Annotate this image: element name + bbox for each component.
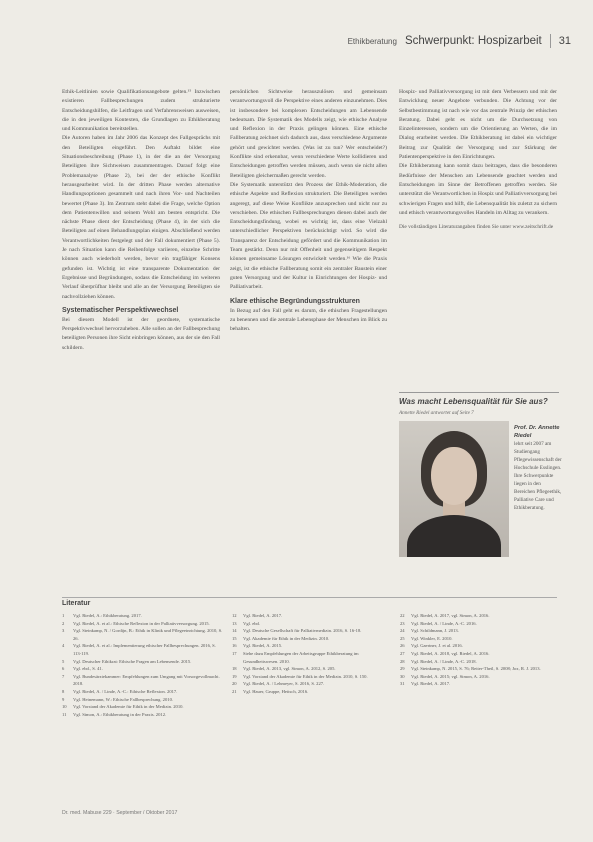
list-item: 18 Vgl. Riedel, A. 2013, vgl. Simon, A. 2012, S. 205. (232, 666, 336, 672)
list-item: 24 Vgl. Schildmann, J. 2013. (400, 628, 459, 634)
paragraph: Die Ethikberatung kann somit dazu beitragen, dass die besonderen Bedürfnisse der Menschen am Lebensende geachtet werden und Entscheidungen im Sinne der Betroffenen getroffen werden. Sie unterstützt die Verantwortlichen in Hospiz und Palliativversorgung bei schwierigen Fragen und hilft, die Lebensqualität bis zuletzt zu sichern und ethisch verantwortungsvolles Handeln im Alltag zu verankern. (399, 163, 557, 216)
page-number: 31 (558, 35, 571, 47)
header-divider (550, 34, 551, 48)
list-item: 22 Vgl. Riedel, A. 2017, vgl. Simon, A. 2016. (400, 613, 490, 618)
paragraph: In Bezug auf den Fall geht es darum, die ethischen Fragestellungen zu benennen und die zentrale Lebensphase der Menschen im Blick zu behalten. (230, 307, 387, 333)
list-item: 8 Vgl. Riedel, A. / Linde, A.-C.: Ethische Reflexion. 2017. (62, 688, 178, 694)
photo-face (431, 447, 477, 505)
literature-divider (62, 597, 557, 598)
list-item: 29 Vgl. Steinkamp, N. 2015, S. 76; Reiter-Theil, S. 2008; Jox, R. J. 2013. (400, 666, 541, 672)
text-column-2 (230, 88, 387, 334)
page-header (348, 34, 571, 48)
photo-body (407, 515, 501, 557)
list-item: 17 Siehe dazu Empfehlungen der Arbeitsgruppe Ethikberatung im Gesundheitswesen. 2010. (232, 650, 359, 664)
paragraph: Ethik-Leitlinien sowie Qualifikationsangebote gelten.¹⁵ Inzwischen existieren Fallbesprechungen zudem strukturierte Entscheidungshilfen, die Leitfragen und Verfahrensweisen ausweisen, die in den jeweiligen Kontexten, die Grundlagen zu Ethikberatung und Kommunikation bereitstellen. (62, 89, 220, 133)
literature-list-2 (232, 612, 392, 696)
list-item: 27 Vgl. Riedel, A. 2018, vgl. Riedel, A. 2016. (400, 650, 490, 656)
list-item: 12 Vgl. Riedel, A. 2017. (232, 613, 283, 618)
list-item: 25 Vgl. Winkler, E. 2010. (400, 635, 453, 641)
literature-list-1 (62, 612, 224, 718)
author-photo (399, 421, 509, 557)
list-item: 9 Vgl. Heinemann, W.: Ethische Fallbesprechung. 2010. (62, 696, 174, 702)
list-item: 3 Vgl. Steinkamp, N. / Gordijn, B.: Ethik in Klinik und Pflegeeinrichtung. 2010, S. 26. (62, 628, 223, 641)
list-item: 6 Vgl. ebd., S. 41. (62, 666, 103, 672)
list-item: 23 Vgl. Riedel, A. / Linde, A.-C. 2016. (400, 620, 477, 626)
author-bio (514, 424, 562, 512)
list-item: 10 Vgl. Vorstand der Akademie für Ethik in der Medizin. 2010. (62, 704, 184, 710)
literature-list-3 (400, 612, 558, 688)
list-item: 7 Vgl. Bundesärztekammer: Empfehlungen zum Umgang mit Vorsorgevollmacht. 2018. (62, 673, 220, 687)
list-item: 30 Vgl. Riedel, A. 2015; vgl. Simon, A. 2016. (400, 673, 490, 679)
box-heading: Was macht Lebensqualität für Sie aus? (399, 397, 548, 406)
list-item: 1 Vgl. Riedel, A.: Ethikberatung. 2017. (62, 613, 142, 618)
paragraph: Die Systematik unterstützt den Prozess der Ethik-Moderation, die ethische Aspekte und Reflexion strukturiert. Die Beteiligten werden angeregt, auf diese Weise Konflikte anzusprechen und nicht nur zu verschieben. Die ethischen Fallbesprechungen dienen dabei auch der Entscheidungsfindung, wobei es wichtig ist, dass eine Vielzahl unterschiedlicher Perspektiven berücksichtigt wird. So wird die Transparenz der Entscheidung gefördert und die Kommunikation im Team gestärkt. Denn nur mit Offenheit und gegenseitigem Respekt können gemeinsame Lösungen entwickelt werden.¹⁶ Wie die Praxis zeigt, ist die ethische Fallberatung somit ein zentraler Baustein einer guten Versorgung und der Kultur in Einrichtungen der Hospiz- und Palliativarbeit. (230, 181, 387, 291)
list-item: 26 Vgl. Gaertner, J. et al. 2016. (400, 643, 463, 649)
section-label: Ethikberatung (347, 36, 397, 46)
list-item: 19 Vgl. Vorstand der Akademie für Ethik in der Medizin. 2010, S. 150. (232, 673, 368, 679)
list-item: 13 Vgl. ebd. (232, 620, 260, 626)
list-item: 11 Vgl. Simon, A.: Ethikberatung in der Praxis. 2012. (62, 711, 167, 717)
list-item: 4 Vgl. Riedel, A. et al.: Implementierung ethischer Fallbesprechungen. 2016, S. 113-119. (62, 643, 216, 656)
list-item: 16 Vgl. Riedel, A. 2015. (232, 643, 283, 649)
list-item: 15 Vgl. Akademie für Ethik in der Medizin. 2010. (232, 635, 330, 641)
list-item: 21 Vgl. Hauer, Gruppe, Heitsch, 2016. (232, 688, 309, 694)
list-item: 2 Vgl. Riedel, A. et al.: Ethische Reflexion in der Palliativversorgung. 2015. (62, 620, 210, 626)
list-item: 20 Vgl. Riedel, A. / Lehmeyer, S. 2016, S. 227. (232, 681, 325, 687)
literature-note: Die vollständigen Literaturangaben finden Sie unter www.zeitschrift.de (399, 224, 554, 231)
literature-title: Literatur (62, 600, 91, 607)
author-bio-text: lehrt seit 2007 am Studiengang Pflegewissenschaft der Hochschule Esslingen. Ihre Schwerpunkte liegen in den Bereichen Pflegeethik, Palliative Care und Ethikberatung. (514, 441, 562, 511)
subheading: Systematischer Perspektivwechsel (62, 306, 179, 314)
list-item: 14 Vgl. Deutsche Gesellschaft für Palliativmedizin. 2016, S. 16-18. (232, 628, 362, 634)
box-subheading: Annette Riedel antwortet auf Seite 7 (399, 410, 474, 416)
box-divider (399, 392, 559, 393)
paragraph: Die Autoren haben im Jahr 2006 das Konzept des Fallgesprächs mit den Beteiligten eingeführt. Den Auftakt bildet eine Situationsbeschreibung (Phase 1), in der die an der Versorgung Beteiligten ihre Sichtweisen zusammentragen. Darauf folgt eine Problemanalyse (Phase 2), bei der der ethische Konflikt herausgearbeitet wird. In der dritten Phase werden alternative Handlungsoptionen gesammelt und nach ihren Vor- und Nachteilen bewertet (Phase 3). Im Zentrum steht dabei die Frage, welche Option dem Patientenwillen und seinem Wohl am besten entspricht. Die nächste Phase dient der Entscheidung (Phase 4), in der sich die Beteiligten auf einen Behandlungsplan einigen. Abschließend werden Verantwortlichkeiten festgelegt und der Fall dokumentiert (Phase 5). Je nach Situation kann die Reihenfolge variieren, einzelne Schritte können auch wiederholt werden, bevor ein tragfähiger Konsens gefunden ist. Wichtig ist eine transparente Dokumentation der Ergebnisse und Begründungen, sodass die Entscheidung im weiteren Verlauf überprüfbar bleibt und alle an der Versorgung Beteiligten sie nachvollziehen können. (62, 135, 220, 300)
subheading: Klare ethische Begründungsstrukturen (230, 297, 360, 305)
paragraph: persönlichen Sichtweise herauszulösen und gemeinsam verantwortungsvoll die Perspektive eines anderen einzunehmen. Dies ist insbesondere bei komplexen Entscheidungen am Lebensende bedeutsam. Die Systematik des Modells zeigt, wie ethische Analyse und Reflexion in der Praxis gelingen können. Eine ethische Fallberatung zeichnet sich dadurch aus, dass verschiedene Argumente gehört und gewichtet werden. (Was ist zu tun? Wer entscheidet?) Konflikte sind erkennbar, wenn verschiedene Werte kollidieren und Entscheidungen getroffen werden müssen, auch wenn sie nicht allen Beteiligten gleichermaßen gerecht werden. (230, 89, 387, 179)
list-item: 31 Vgl. Riedel, A. 2017. (400, 681, 451, 687)
paragraph: Hospiz- und Palliativversorgung ist mit dem Verbessern und mit der Entwicklung neuer Angebote verbunden. Die Achtung vor der Selbstbestimmung ist nach wie vor das zentrale Prinzip der ethischen Beratung. Dabei geht es nicht um die Durchsetzung von Einzelinteressen, sondern um die Orientierung an Werten, die im Dialog erarbeitet werden. Die Ethikberatung ist dabei ein wichtiger Beitrag zur Qualität der Versorgung und zur Stärkung der Patientenperspektive in den Einrichtungen. (399, 89, 557, 161)
focus-title: Schwerpunkt: Hospizarbeit (404, 35, 542, 47)
page-footer: Dr. med. Mabuse 229 · September / Oktober 2017 (62, 810, 178, 816)
list-item: 5 Vgl. Deutscher Ethikrat: Ethische Fragen am Lebensende. 2015. (62, 658, 192, 664)
paragraph: Bei diesem Modell ist der geordnete, systematische Perspektivwechsel hervorzuheben. Alle sollen an der Fallbesprechung beteiligten Personen ihre Sicht einbringen können, aus der sie den Fall schildern. (62, 316, 220, 351)
text-column-1 (62, 88, 220, 353)
text-column-3 (399, 88, 557, 231)
list-item: 28 Vgl. Riedel, A. / Linde, A.-C. 2018. (400, 658, 477, 664)
author-name: Prof. Dr. Annette Riedel (514, 425, 560, 439)
